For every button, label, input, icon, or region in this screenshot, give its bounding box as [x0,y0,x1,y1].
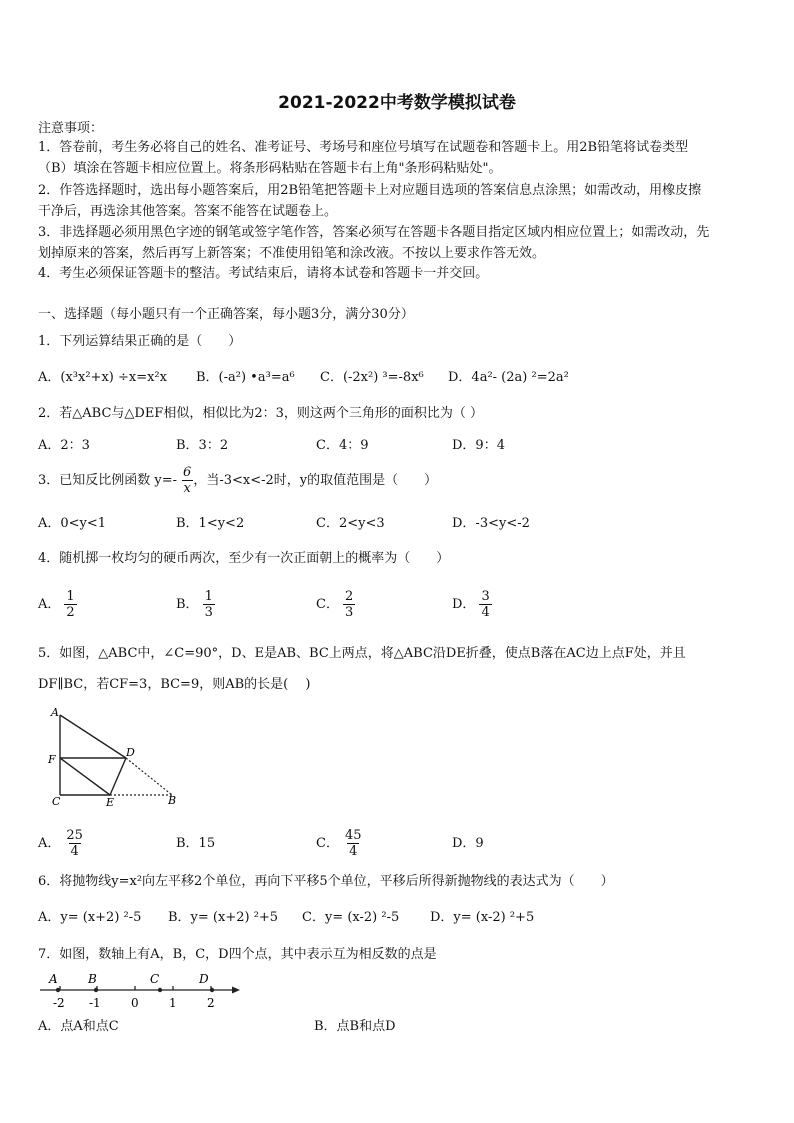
question-1-stem: 1．下列运算结果正确的是（ ） [38,334,242,349]
fig-label-e: E [106,796,115,809]
q5-option-c: C． $\frac{45}{4}$ [316,828,362,859]
q7-option-a: A．点A和点C [38,1019,119,1034]
q6-option-c: C．y= (x-2) ²-5 [302,910,400,925]
question-3-stem [38,464,437,498]
q6-option-b: B．y= (x+2) ²+5 [168,910,279,925]
q5-option-a: A． $\frac{25}{4}$ [38,828,83,859]
question-5-stem-line1: 5．如图，△ABC中，∠C=90°，D、E是AB、BC上两点，将△ABC沿DE折叠，使点B落在AC边上点F处，并且 [38,646,686,661]
notice-line: 1．答卷前，考生务必将自己的姓名、准考证号、考场号和座位号填写在试题卷和答题卡上。用2B铅笔将试卷类型 [38,140,689,155]
q2-option-d: D．9：4 [452,438,505,453]
point-a-dot [56,988,60,992]
q3-option-d: D．-3<y<-2 [452,516,530,531]
q6-option-d: D．y= (x-2) ²+5 [430,910,535,925]
q4-option-a: A． $\frac{1}{2}$ [38,589,75,620]
notice-heading: 注意事项： [38,121,104,136]
q4-option-c: C． $\frac{2}{3}$ [316,589,354,620]
q3-stem-pre: 3．已知反比例函数 y=- [38,473,178,488]
notice-line: 干净后，再选涂其他答案。答案不能答在试题卷上。 [38,204,338,219]
fig-label-c: C [52,795,61,808]
tick-label: -1 [89,996,101,1010]
notice-line: 划掉原来的答案，然后再写上新答案；不准使用铅笔和涂改液。不按以上要求作答无效。 [38,246,546,261]
q1-option-a: A．(x³x²+x) ÷x=x²x [38,370,167,385]
question-7-stem: 7．如图，数轴上有A，B，C，D四个点，其中表示互为相反数的点是 [38,947,437,962]
q2-option-a: A．2：3 [38,438,90,453]
question-6-stem: 6．将抛物线y=x²向左平移2个单位，再向下平移5个单位，平移后所得新抛物线的表达式为（ ） [38,874,614,889]
q3-option-b: B．1<y<2 [176,516,245,531]
tick-label: 0 [131,996,139,1010]
q7-option-b: B．点B和点D [314,1019,396,1034]
q4-option-d: D． $\frac{3}{4}$ [452,589,490,620]
tick-label: 2 [207,996,215,1010]
point-label-c: C [150,972,160,986]
notice-line: （B）填涂在答题卡相应位置上。将条形码粘贴在答题卡右上角"条形码粘贴处"。 [38,161,502,176]
q2-option-c: C．4：9 [316,438,369,453]
notice-line: 2．作答选择题时，选出每小题答案后，用2B铅笔把答题卡上对应题目选项的答案信息点涂黑；如需改动，用橡皮擦 [38,183,702,198]
fig-label-f: F [48,753,56,766]
q6-option-a: A．y= (x+2) ²-5 [38,910,142,925]
triangle-figure [40,700,190,810]
q1-option-d: D．4a²- (2a) ²=2a² [448,370,569,385]
point-label-b: B [88,972,97,986]
q3-option-a: A．0<y<1 [38,516,107,531]
q3-stem-post: ，当-3<x<-2时，y的取值范围是（ ） [193,473,438,488]
tick-label: 1 [169,996,177,1010]
point-c-dot [158,988,162,992]
point-d-dot [210,988,214,992]
tick-label: -2 [53,996,65,1010]
point-b-dot [94,988,98,992]
q3-option-c: C．2<y<3 [316,516,385,531]
point-label-d: D [199,972,209,986]
fig-label-d: D [126,746,135,759]
notice-line: 4．考生必须保证答题卡的整洁。考试结束后，请将本试卷和答题卡一并交回。 [38,266,489,281]
question-2-stem: 2．若△ABC与△DEF相似，相似比为2：3，则这两个三角形的面积比为（ ） [38,406,484,421]
q1-option-b: B．(-a²) •a³=a⁶ [196,370,295,385]
point-label-a: A [49,972,58,986]
q5-option-d: D．9 [452,836,484,851]
section-heading: 一、选择题（每小题只有一个正确答案，每小题3分，满分30分） [38,307,414,322]
q3-fraction: $\frac{6}{x}$ [183,465,192,496]
q4-option-b: B． $\frac{1}{3}$ [176,589,213,620]
q2-option-b: B．3：2 [176,438,229,453]
notice-line: 3．非选择题必须用黑色字迹的钢笔或签字笔作答，答案必须写在答题卡各题目指定区域内相应位置上；如需改动，先 [38,225,710,240]
number-line-figure [36,966,246,1014]
question-5-stem-line2: DF∥BC，若CF=3，BC=9，则AB的长是( ) [38,677,311,692]
fig-label-a: A [51,706,59,719]
q1-option-c: C．(-2x²) ³=-8x⁶ [320,370,424,385]
question-4-stem: 4．随机掷一枚均匀的硬币两次，至少有一次正面朝上的概率为（ ） [38,551,450,566]
q5-option-b: B．15 [176,836,216,851]
page-title: 2021-2022中考数学模拟试卷 [278,93,516,113]
fig-label-b: B [168,794,177,807]
